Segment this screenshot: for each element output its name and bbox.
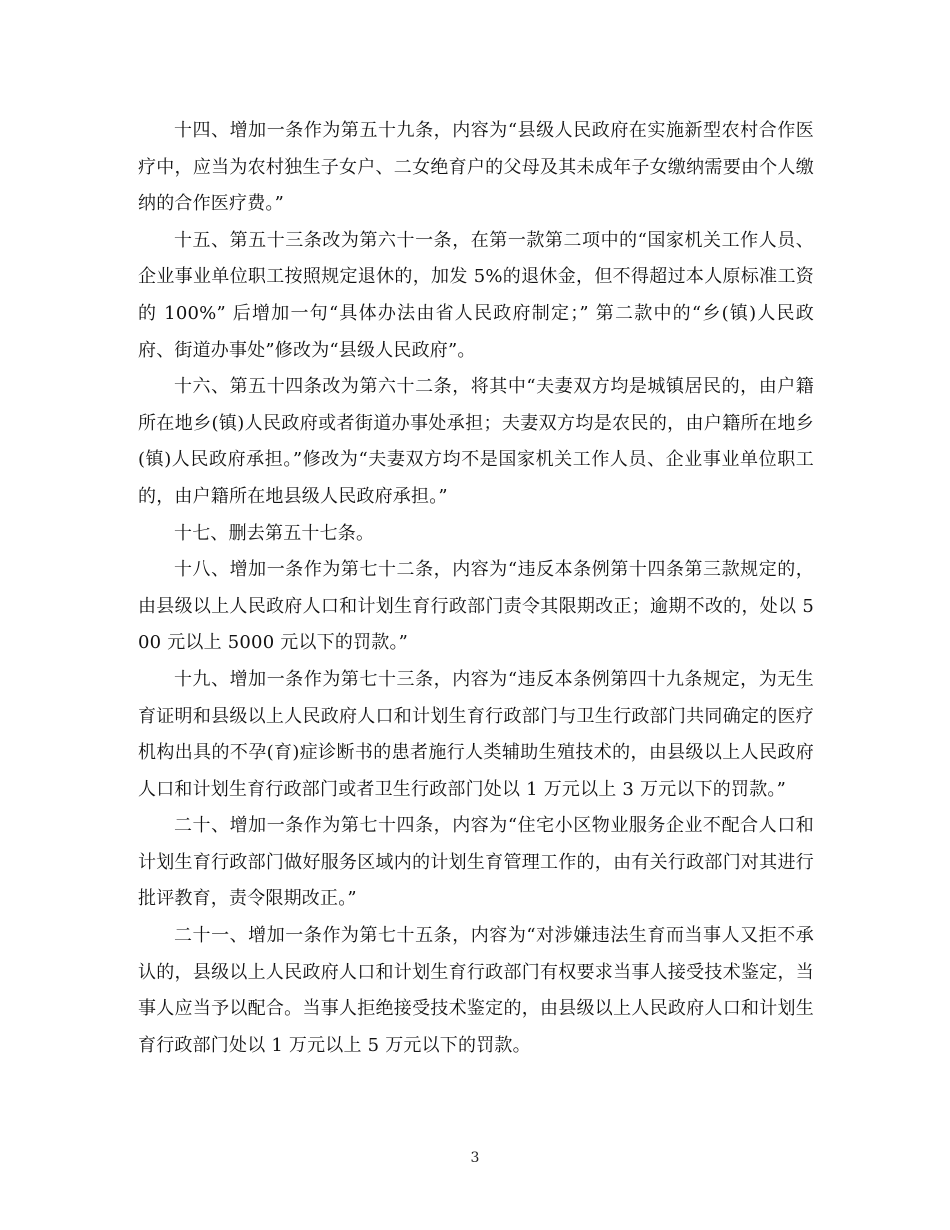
paragraph-item-14: 十四、增加一条作为第五十九条，内容为“县级人民政府在实施新型农村合作医疗中，应当为农村独生子女户、二女绝育户的父母及其未成年子女缴纳需要由个人缴纳的合作医疗费。” [138, 120, 814, 215]
paragraph-item-16: 十六、第五十四条改为第六十二条，将其中“夫妻双方均是城镇居民的，由户籍所在地乡(镇)人民政府或者街道办事处承担；夫妻双方均是农民的，由户籍所在地乡(镇)人民政府承担。”修改为“夫妻双方均不是国家机关工作人员、企业事业单位职工的，由户籍所在地县级人民政府承担。” [138, 376, 814, 507]
paragraph-item-15: 十五、第五十三条改为第六十一条，在第一款第二项中的“国家机关工作人员、企业事业单位职工按照规定退休的，加发 5%的退休金，但不得超过本人原标准工资的 100%” 后增加一句“具体办法由省人民政府制定；” 第二款中的“乡(镇)人民政府、街道办事处”修改为“县级人民政府”。 [138, 229, 814, 361]
paragraph-item-19: 十九、增加一条作为第七十三条，内容为“违反本条例第四十九条规定，为无生育证明和县级以上人民政府人口和计划生育行政部门与卫生行政部门共同确定的医疗机构出具的不孕(育)症诊断书的患者施行人类辅助生殖技术的，由县级以上人民政府人口和计划生育行政部门或者卫生行政部门处以 1 万元以上 3 万元以下的罚款。” [138, 668, 814, 800]
paragraph-item-21: 二十一、增加一条作为第七十五条，内容为“对涉嫌违法生育而当事人又拒不承认的，县级以上人民政府人口和计划生育行政部门有权要求当事人接受技术鉴定，当事人应当予以配合。当事人拒绝接受技术鉴定的，由县级以上人民政府人口和计划生育行政部门处以 1 万元以上 5 万元以下的罚款。 [138, 925, 814, 1056]
paragraph-item-17: 十七、删去第五十七条。 [174, 522, 375, 544]
paragraph-item-18: 十八、增加一条作为第七十二条，内容为“违反本条例第十四条第三款规定的，由县级以上人民政府人口和计划生育行政部门责令其限期改正；逾期不改的，处以 500 元以上 5000 元以下的罚款。” [138, 559, 814, 654]
paragraph-item-20: 二十、增加一条作为第七十四条，内容为“住宅小区物业服务企业不配合人口和计划生育行政部门做好服务区域内的计划生育管理工作的，由有关行政部门对其进行批评教育，责令限期改正。” [138, 815, 814, 910]
page-number: 3 [470, 1150, 480, 1166]
document-body [138, 113, 814, 1064]
